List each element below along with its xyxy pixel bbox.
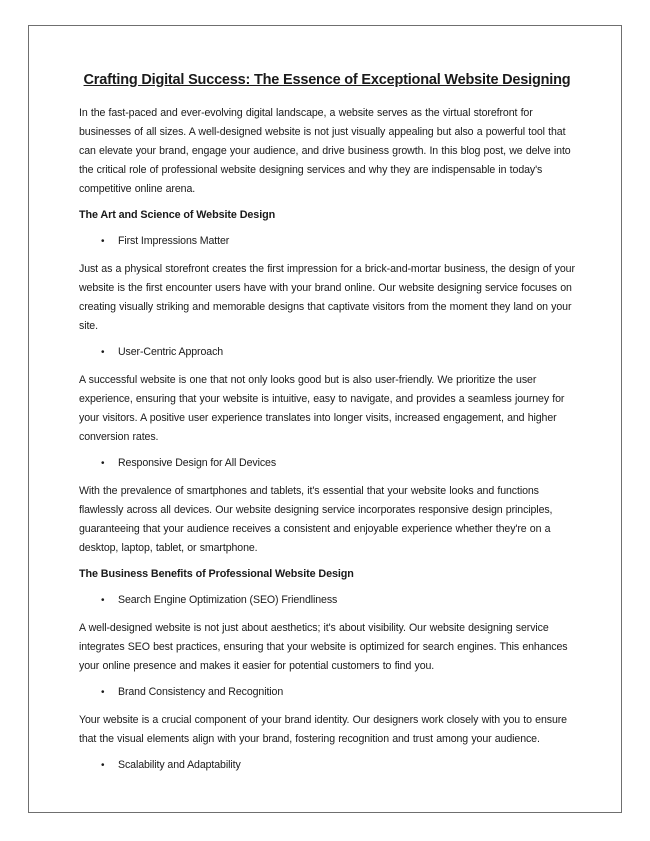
- page-border: [28, 25, 622, 813]
- paragraph-intro: In the fast-paced and ever-evolving digital landscape, a website serves as the virtual storefront for businesses of all sizes. A well-designed website is not just visually appealing but also a powerful tool that can elevate your brand, engage your audience, and drive business growth. In this blog post, we delve into the critical role of professional website designing services and why they are indispensable in today's competitive online arena.: [79, 107, 571, 195]
- bullet-icon: •: [101, 760, 105, 771]
- bullet-label: User-Centric Approach: [118, 346, 224, 358]
- bullet-icon: •: [101, 347, 105, 358]
- paragraph-first-impressions: Just as a physical storefront creates the first impression for a brick-and-mortar business, the design of your website is the first encounter users have with your brand online. Our website designing service focuses on creating visually striking and memorable designs that captivate visitors from the moment they land on your site.: [79, 263, 575, 332]
- list-item-responsive-design: [79, 454, 575, 473]
- bullet-label: First Impressions Matter: [118, 235, 230, 247]
- list-item-scalability: [79, 756, 575, 775]
- section-heading-art-science: The Art and Science of Website Design: [79, 209, 276, 221]
- paragraph-responsive-design: With the prevalence of smartphones and tablets, it's essential that your website looks and functions flawlessly across all devices. Our website designing service incorporates responsive design principles, guaranteeing that your audience receives a consistent and enjoyable experience whether they're on a desktop, laptop, tablet, or smartphone.: [79, 485, 553, 554]
- bullet-label: Search Engine Optimization (SEO) Friendliness: [118, 594, 338, 606]
- paragraph-brand-consistency: Your website is a crucial component of your brand identity. Our designers work closely with you to ensure that the visual elements align with your brand, fostering recognition and trust among your audience.: [79, 714, 567, 745]
- bullet-icon: •: [101, 458, 105, 469]
- paragraph-seo: A well-designed website is not just about aesthetics; it's about visibility. Our website designing service integrates SEO best practices, ensuring that your website is optimized for search engines. This enhances your online presence and makes it easier for potential customers to find you.: [79, 622, 568, 672]
- paragraph-user-centric: A successful website is one that not only looks good but is also user-friendly. We prioritize the user experience, ensuring that your website is intuitive, easy to navigate, and provides a seamless journey for your visitors. A positive user experience translates into longer visits, increased engagement, and higher conversion rates.: [79, 374, 565, 443]
- list-item-seo: [79, 591, 575, 610]
- list-item-user-centric: [79, 343, 575, 362]
- document-title: Crafting Digital Success: The Essence of Exceptional Website Designing: [83, 72, 571, 88]
- bullet-icon: •: [101, 595, 105, 606]
- bullet-label: Responsive Design for All Devices: [118, 457, 277, 469]
- section-heading-business-benefits: The Business Benefits of Professional Website Design: [79, 568, 354, 580]
- bullet-icon: •: [101, 236, 105, 247]
- bullet-icon: •: [101, 687, 105, 698]
- list-item-brand-consistency: [79, 683, 575, 702]
- list-item-first-impressions: [79, 232, 575, 251]
- bullet-label: Scalability and Adaptability: [118, 759, 241, 771]
- bullet-label: Brand Consistency and Recognition: [118, 686, 284, 698]
